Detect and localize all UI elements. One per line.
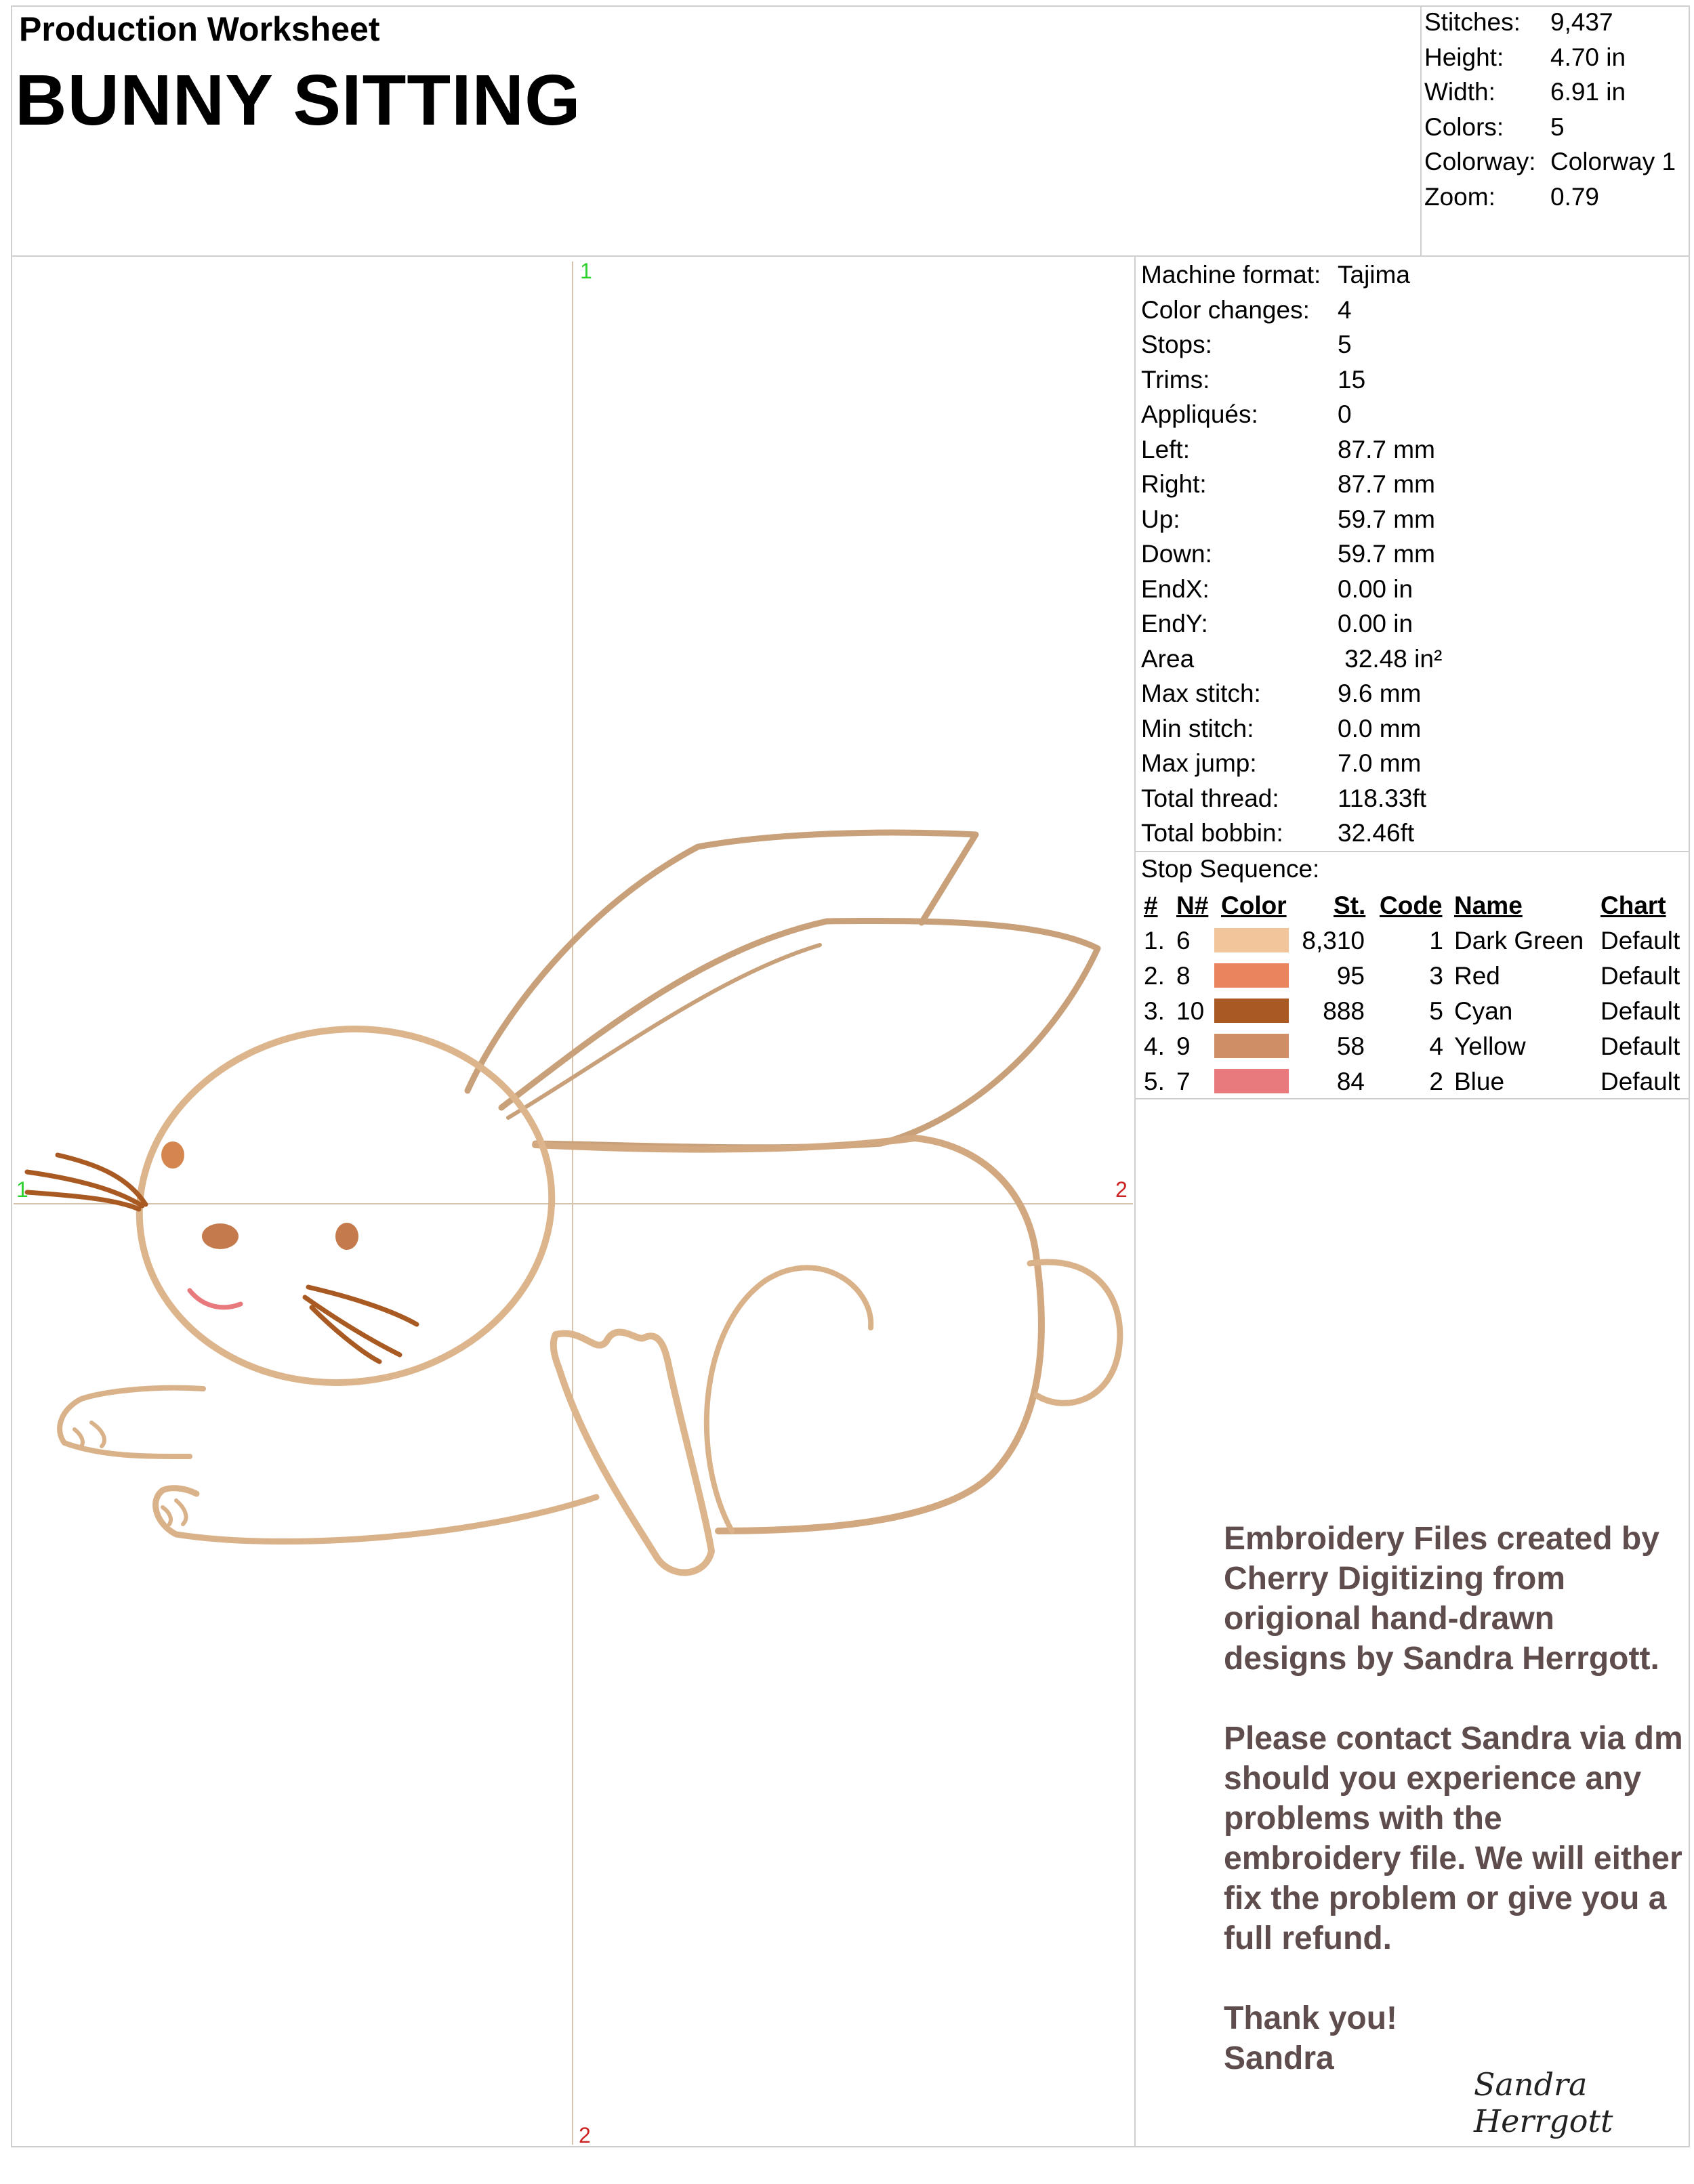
detail-value: 0.0 mm [1338,714,1422,742]
detail-value: 7.0 mm [1338,749,1422,777]
front-ear-outline [501,921,1098,1147]
row-index: 4. [1144,1032,1165,1060]
detail-label: Down: [1141,540,1212,568]
summary-label: Colorway: [1424,148,1536,175]
detail-row [1141,711,1442,747]
detail-row [1141,746,1442,781]
row-name: Yellow [1454,1032,1526,1060]
row-name: Red [1454,962,1500,990]
message-signoff: Sandra [1224,2040,1334,2076]
detail-label: Stops: [1141,331,1212,358]
detail-value: 118.33ft [1338,784,1426,812]
front-ear-inner [508,945,820,1118]
summary-row [1424,40,1676,75]
detail-label: Left: [1141,435,1190,463]
details-panel [1141,257,1442,851]
details-divider [1134,851,1690,852]
detail-value: 32.48 in² [1338,644,1443,673]
detail-value: 5 [1338,331,1352,358]
summary-value: Colorway 1 [1550,148,1676,175]
detail-row [1141,642,1442,677]
hip-curl [707,1267,871,1531]
row-code: 1 [1429,927,1443,954]
front-paw-outline [156,1488,596,1542]
row-chart: Default [1600,962,1680,990]
detail-row [1141,537,1442,572]
detail-row [1141,676,1442,711]
row-code: 5 [1429,997,1443,1025]
row-index: 5. [1144,1068,1165,1095]
summary-row [1424,144,1676,180]
axis-label-bottom: 2 [579,2123,591,2147]
signature-logo [1474,2066,1694,2139]
detail-label: EndY: [1141,610,1208,637]
col-header-needle: N# [1176,891,1209,919]
summary-divider [1420,5,1422,256]
col-header-stitches: St. [1334,891,1366,919]
canvas-divider [1134,256,1136,2147]
detail-value: 87.7 mm [1338,435,1435,463]
detail-row [1141,432,1442,467]
row-name: Cyan [1454,997,1513,1025]
detail-value: 4 [1338,295,1352,324]
detail-label: Right: [1141,470,1207,498]
detail-label: Total bobbin: [1141,819,1283,847]
detail-value: 87.7 mm [1338,470,1435,498]
paw-toes-2 [163,1500,186,1524]
whiskers-left [27,1155,146,1209]
detail-value: 15 [1338,365,1366,394]
paw-toes-1 [75,1423,104,1446]
signature-text: Sandra Herrgott [1474,2066,1613,2139]
row-needle: 9 [1176,1032,1191,1060]
row-chart: Default [1600,927,1680,954]
row-stitches: 95 [1336,962,1365,990]
row-chart: Default [1600,997,1680,1025]
color-swatch [1214,928,1289,952]
design-title: BUNNY SITTING [15,60,581,140]
color-swatch [1214,963,1289,988]
detail-row [1141,327,1442,362]
row-index: 1. [1144,927,1165,954]
detail-label: Max jump: [1141,749,1257,777]
left-eye [161,1141,184,1169]
detail-row [1141,816,1442,851]
col-header-chart: Chart [1600,891,1666,919]
summary-value: 4.70 in [1550,43,1626,71]
detail-value: 0.00 in [1338,574,1413,603]
color-swatch [1214,999,1289,1023]
row-name: Blue [1454,1068,1505,1095]
row-needle: 10 [1176,997,1205,1025]
row-stitches: 84 [1336,1068,1365,1095]
detail-label: Max stitch: [1141,679,1261,707]
detail-label: Area [1141,644,1195,673]
detail-value: 9.6 mm [1338,679,1422,707]
row-stitches: 58 [1336,1032,1365,1060]
color-swatch [1214,1069,1289,1093]
detail-value: 0 [1338,400,1352,428]
row-needle: 8 [1176,962,1191,990]
summary-row [1424,180,1676,215]
row-chart: Default [1600,1068,1680,1095]
detail-row [1141,502,1442,537]
detail-label: Appliqués: [1141,400,1258,428]
detail-row [1141,293,1442,328]
summary-label: Width: [1424,78,1495,106]
row-chart: Default [1600,1032,1680,1060]
summary-row [1424,5,1676,40]
detail-value: 59.7 mm [1338,505,1435,533]
detail-row [1141,362,1442,398]
summary-panel [1424,5,1676,214]
axis-label-right: 2 [1115,1177,1128,1202]
col-header-code: Code [1380,891,1443,919]
nose [202,1223,239,1249]
stop-sequence-table [1141,891,1683,1095]
summary-value: 5 [1550,112,1565,141]
message-paragraph-1: Embroidery Files created by Cherry Digitizing from origional hand-drawn designs by Sandra Herrgott. [1224,1521,1659,1677]
row-needle: 6 [1176,927,1191,954]
hind-foot-outline [554,1332,711,1572]
summary-label: Stitches: [1424,8,1521,36]
detail-label: Color changes: [1141,295,1310,324]
col-header-color: Color [1221,891,1287,919]
summary-row [1424,110,1676,145]
stop-sequence-label: Stop Sequence: [1141,855,1320,883]
detail-row [1141,397,1442,432]
head-outline [117,1003,575,1409]
detail-label: Machine format: [1141,261,1321,289]
row-index: 3. [1144,997,1165,1025]
detail-value: 32.46ft [1338,819,1415,847]
message-thanks: Thank you! [1224,2000,1398,2036]
detail-row [1141,572,1442,607]
detail-label: EndX: [1141,574,1210,603]
summary-value: 0.79 [1550,182,1600,211]
summary-label: Colors: [1424,112,1504,141]
summary-label: Zoom: [1424,182,1495,211]
detail-row [1141,781,1442,816]
row-code: 4 [1429,1032,1443,1060]
axis-label-left: 1 [16,1177,28,1202]
col-header-index: # [1144,891,1158,919]
row-code: 2 [1429,1068,1443,1095]
summary-row [1424,75,1676,110]
row-name: Dark Green [1454,927,1584,954]
row-stitches: 8,310 [1302,927,1365,954]
detail-value: 59.7 mm [1338,540,1435,568]
summary-label: Height: [1424,43,1504,71]
detail-label: Total thread: [1141,784,1279,812]
detail-row [1141,257,1442,293]
detail-label: Trims: [1141,365,1210,394]
worksheet-subtitle: Production Worksheet [19,10,380,48]
detail-value: 0.00 in [1338,610,1413,637]
row-needle: 7 [1176,1068,1191,1095]
col-header-name: Name [1454,891,1523,919]
whiskers-right [305,1287,417,1362]
row-code: 3 [1429,962,1443,990]
frame-right [1689,5,1690,2147]
row-index: 2. [1144,962,1165,990]
detail-row [1141,467,1442,502]
message-paragraph-2: Please contact Sandra via dm should you experience any problems with the embroidery file. We will either fix the problem or give you a full refund. [1224,1721,1683,1956]
detail-row [1141,606,1442,642]
row-stitches: 888 [1323,997,1365,1025]
color-swatch [1214,1034,1289,1058]
creator-message [1224,1519,1685,2078]
mouth [190,1290,241,1307]
detail-label: Up: [1141,505,1180,533]
table-divider [1134,1098,1690,1099]
axis-label-top: 1 [580,259,592,283]
summary-value: 6.91 in [1550,78,1626,106]
right-eye [335,1223,358,1250]
detail-value: Tajima [1338,261,1410,289]
summary-value: 9,437 [1550,8,1613,36]
detail-label: Min stitch: [1141,714,1254,742]
